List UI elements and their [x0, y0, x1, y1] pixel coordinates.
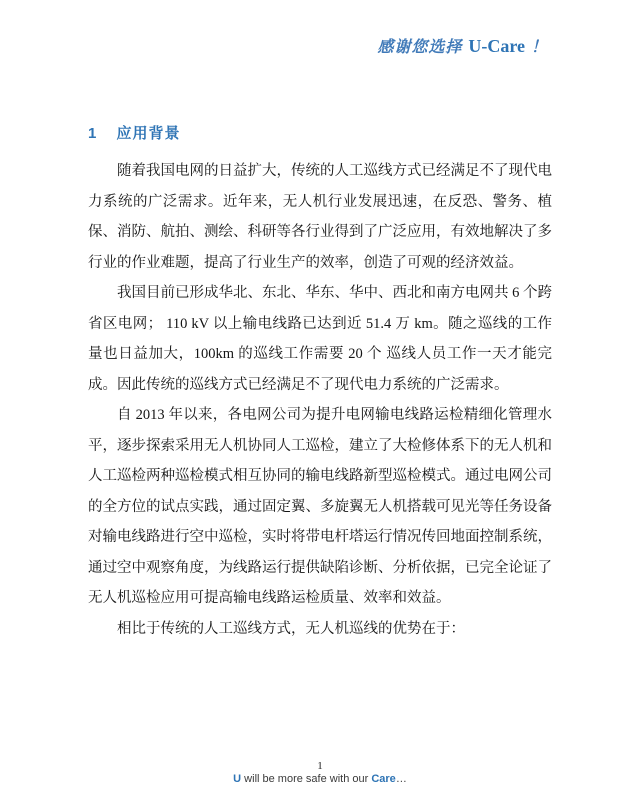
body-paragraph: 我国目前已形成华北、东北、华东、华中、西北和南方电网共 6 个跨省区电网； 110 kV 以上输电线路已达到近 51.4 万 km。随之巡线的工作量也日益加大，100km 的巡线工作需要 20 个 巡线人员工作一天才能完成。因此传统的巡线方式已经满足不了现代电力系统的广泛需求。	[88, 285, 552, 393]
page-number: 1	[317, 760, 323, 772]
section-heading	[88, 122, 552, 143]
tagline-care: Care	[371, 773, 396, 785]
brand-name: U-Care	[468, 36, 525, 56]
body-paragraph: 相比于传统的人工巡线方式，无人机巡线的优势在于：	[117, 620, 465, 637]
page-footer	[0, 760, 640, 785]
page-header	[0, 34, 548, 57]
header-greeting-prefix: 感谢您选择	[377, 39, 463, 56]
section-title: 应用背景	[116, 125, 181, 142]
tagline-middle: will be more safe with our	[241, 773, 372, 785]
footer-tagline	[0, 773, 640, 785]
body-paragraph: 随着我国电网的日益扩大，传统的人工巡线方式已经满足不了现代电力系统的广泛需求。近年来，无人机行业发展迅速，在反恐、警务、植保、消防、航拍、测绘、科研等各行业得到了广泛应用，有效地解决了多行业的作业难题，提高了行业生产的效率，创造了可观的经济效益。	[88, 163, 552, 271]
document-body	[88, 122, 552, 644]
tagline-ellipsis: …	[395, 773, 407, 785]
body-paragraph: 自 2013 年以来，各电网公司为提升电网输电线路运检精细化管理水平，逐步探索采用无人机协同人工巡检，建立了大检修体系下的无人机和人工巡检两种巡检模式相互协同的输电线路新型巡检模式。通过电网公司的全方位的试点实践，通过固定翼、多旋翼无人机搭载可见光等任务设备对输电线路进行空中巡检，实时将带电杆塔运行情况传回地面控制系统，通过空中观察角度，为线路运行提供缺陷诊断、分析依据，已完全论证了无人机巡检应用可提高输电线路运检质量、效率和效益。	[88, 407, 552, 606]
tagline-u: U	[233, 773, 242, 785]
header-greeting-suffix: ！	[530, 39, 548, 56]
section-number: 1	[88, 125, 97, 142]
